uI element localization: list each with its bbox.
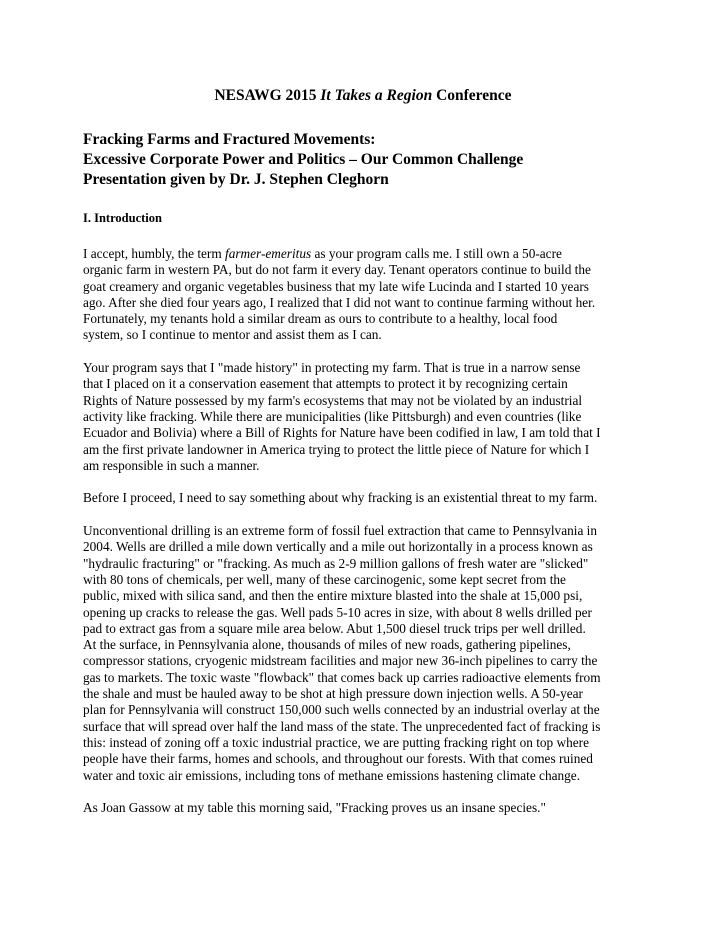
paragraph-line: activity like fracking. While there are municipalities (like Pittsburgh) and even countries (like [83,408,582,424]
paragraph-line: ago. After she died four years ago, I realized that I did not want to continue farming without her. [83,294,596,310]
paragraph-line: 2004. Wells are drilled a mile down vertically and a mile out horizontally in a process known as [83,539,593,555]
paragraph-line: public, mixed with silica sand, and then the entire mixture blasted into the shale at 15,000 psi, [83,588,583,604]
emphasized-term: farmer-emeritus [225,246,312,261]
presentation-title-line: Fracking Farms and Fractured Movements: [83,131,376,148]
paragraph-line: system, so I continue to mentor and assist them as I can. [83,327,382,343]
paragraph-history [83,360,643,474]
paragraph-fracking-description [83,523,643,784]
paragraph-line: the shale and must be hauled away to be shot at high pressure down injection wells. A 50-year [83,686,583,702]
paragraph-line: people have their farms, homes and schools, and throughout our forests. With that comes ruined [83,751,593,767]
conference-theme: It Takes a Region [320,87,433,104]
paragraph-line: compressor stations, cryogenic midstream facilities and major new 36-inch pipelines to carry the [83,653,598,669]
text-run: as your program calls me. I still own a 50-acre [311,246,562,261]
paragraph-intro [83,246,643,344]
paragraph-line [83,246,643,262]
section-heading: I. Introduction [83,211,162,225]
paragraph-line: As Joan Gassow at my table this morning said, "Fracking proves us an insane species." [83,800,546,816]
paragraph-line: this: instead of zoning off a toxic industrial practice, we are putting fracking right on top where [83,734,589,750]
paragraph-line: plan for Pennsylvania will construct 150,000 such wells connected by an industrial overlay at the [83,702,600,718]
paragraph-line: Your program says that I "made history" in protecting my farm. That is true in a narrow sense [83,360,581,376]
paragraph-line: goat creamery and organic vegetables business that my late wife Lucinda and I started 10 years [83,278,589,294]
paragraph-line: Ecuador and Bolivia) where a Bill of Rights for Nature have been codified in law, I am told that I [83,425,601,441]
paragraph-line: water and toxic air emissions, including tons of methane emissions hastening climate change. [83,767,581,783]
paragraph-line: surface that will spread over half the land mass of the state. The unprecedented fact of fracking is [83,718,601,734]
paragraph-line: "hydraulic fracturing" or "fracking. As much as 2-9 million gallons of fresh water are "slicked" [83,555,589,571]
presenter-line: Presentation given by Dr. J. Stephen Cleghorn [83,171,389,188]
conference-prefix: NESAWG 2015 [214,87,321,104]
paragraph-line: that I placed on it a conservation easement that attempts to protect it by recognizing certain [83,376,568,392]
paragraph-line: Fortunately, my tenants hold a similar dream as ours to contribute to a healthy, local food [83,311,558,327]
paragraph-transition [83,490,643,506]
paragraph-line: am responsible in such a manner. [83,457,260,473]
conference-title [83,86,643,106]
document-page [83,86,643,816]
conference-suffix: Conference [432,87,512,104]
paragraph-line: Before I proceed, I need to say something about why fracking is an existential threat to my farm. [83,490,598,506]
paragraph-line: gas to markets. The toxic waste "flowback" that comes back up carries radioactive elements from [83,669,601,685]
text-run: I accept, humbly, the term [83,246,226,261]
paragraph-line: with 80 tons of chemicals, per well, many of these carcinogenic, some kept secret from the [83,571,566,587]
paragraph-line: Rights of Nature possessed by my farm's ecosystems that may not be violated by an industrial [83,392,583,408]
paragraph-line: organic farm in western PA, but do not farm it every day. Tenant operators continue to build the [83,262,591,278]
paragraph-line: Unconventional drilling is an extreme form of fossil fuel extraction that came to Pennsylvania in [83,523,598,539]
paragraph-line: opening up cracks to release the gas. Well pads 5-10 acres in size, with about 8 wells drilled per [83,604,592,620]
presentation-title [83,130,643,190]
paragraph-line: At the surface, in Pennsylvania alone, thousands of miles of new roads, gathering pipelines, [83,637,571,653]
paragraph-quote [83,800,643,816]
paragraph-line: am the first private landowner in America trying to protect the little piece of Nature for which I [83,441,590,457]
paragraph-line: pad to extract gas from a square mile area below. Abut 1,500 diesel truck trips per well drilled. [83,620,586,636]
presentation-subtitle-line: Excessive Corporate Power and Politics – Our Common Challenge [83,151,524,168]
